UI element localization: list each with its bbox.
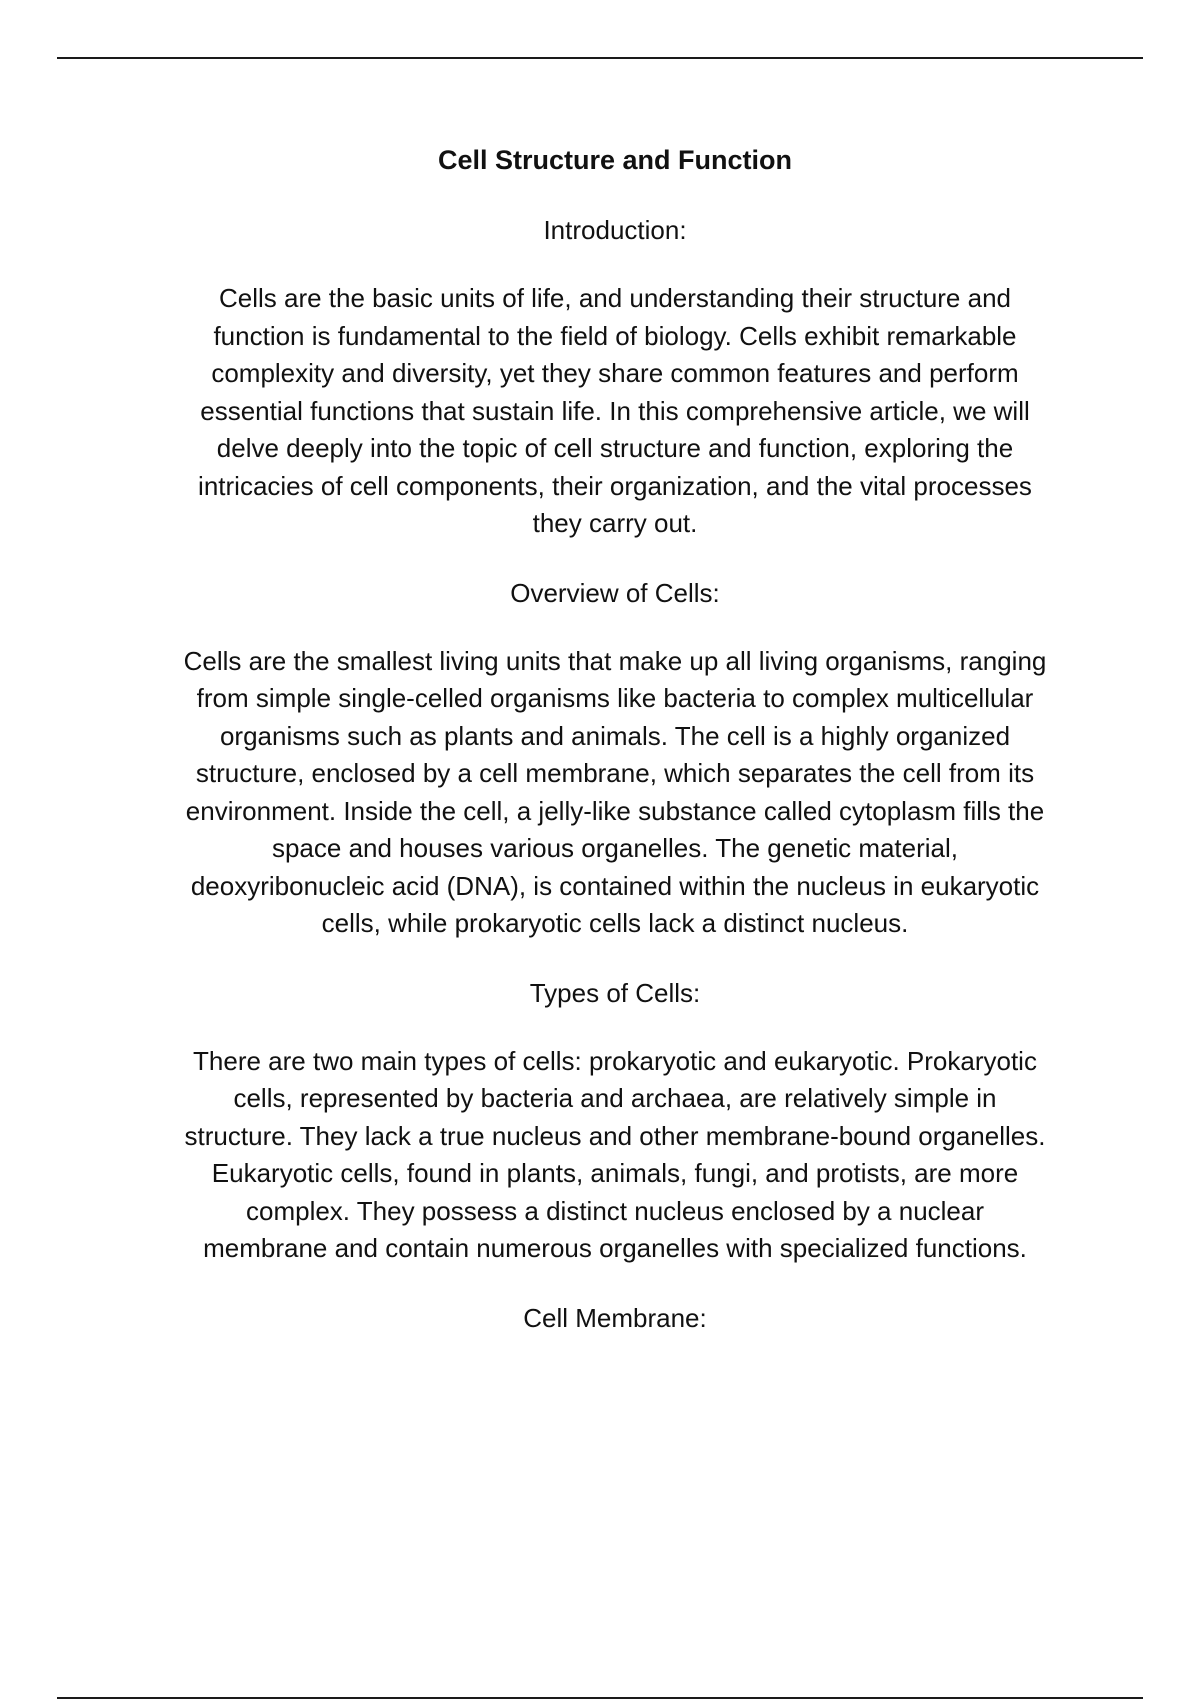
paragraph-line: function is fundamental to the field of biology. Cells exhibit remarkable [213,320,1017,351]
paragraph-line: structure, enclosed by a cell membrane, which separates the cell from its [195,758,1035,788]
bottom-rule [57,1697,1143,1699]
paragraph-line: Eukaryotic cells, found in plants, animals, fungi, and protists, are more [211,1158,1019,1188]
section-heading-introduction: Introduction: [543,215,687,245]
paragraph-line: environment. Inside the cell, a jelly-like substance called cytoplasm fills the [185,795,1045,826]
section-heading-overview: Overview of Cells: [510,577,720,608]
paragraph-line: Cells are the smallest living units that make up all living organisms, ranging [183,645,1047,676]
paragraph-line: cells, while prokaryotic cells lack a distinct nucleus. [321,908,909,938]
paragraph-line: essential functions that sustain life. In this comprehensive article, we will [200,395,1030,426]
document-body [140,140,1090,1338]
paragraph-line: structure. They lack a true nucleus and other membrane-bound organelles. [184,1120,1046,1151]
section-heading-cell-membrane: Cell Membrane: [523,1302,707,1333]
paragraph-line: cells, represented by bacteria and archaea, are relatively simple in [233,1083,997,1113]
paragraph-line: There are two main types of cells: prokaryotic and eukaryotic. Prokaryotic [193,1045,1037,1076]
document-title: Cell Structure and Function [437,145,793,175]
section-paragraph-introduction [140,280,1090,543]
paragraph-line: from simple single-celled organisms like bacteria to complex multicellular [196,683,1034,713]
section-paragraph-types [140,1043,1090,1268]
paragraph-line: complex. They possess a distinct nucleus enclosed by a nuclear [245,1195,985,1226]
top-rule [57,57,1143,59]
section-heading-types: Types of Cells: [529,977,701,1008]
section-paragraph-overview [140,643,1090,943]
paragraph-line: space and houses various organelles. The genetic material, [271,833,959,863]
paragraph-line: complexity and diversity, yet they share common features and perform [211,358,1019,388]
paragraph-line: membrane and contain numerous organelles with specialized functions. [203,1233,1027,1263]
paragraph-line: deoxyribonucleic acid (DNA), is contained within the nucleus in eukaryotic [190,870,1040,901]
paragraph-line: they carry out. [532,508,698,538]
paragraph-line: Cells are the basic units of life, and understanding their structure and [218,283,1011,313]
paragraph-line: organisms such as plants and animals. The cell is a highly organized [219,720,1011,751]
paragraph-line: intricacies of cell components, their organization, and the vital processes [198,470,1032,501]
paragraph-line: delve deeply into the topic of cell structure and function, exploring the [216,433,1014,463]
